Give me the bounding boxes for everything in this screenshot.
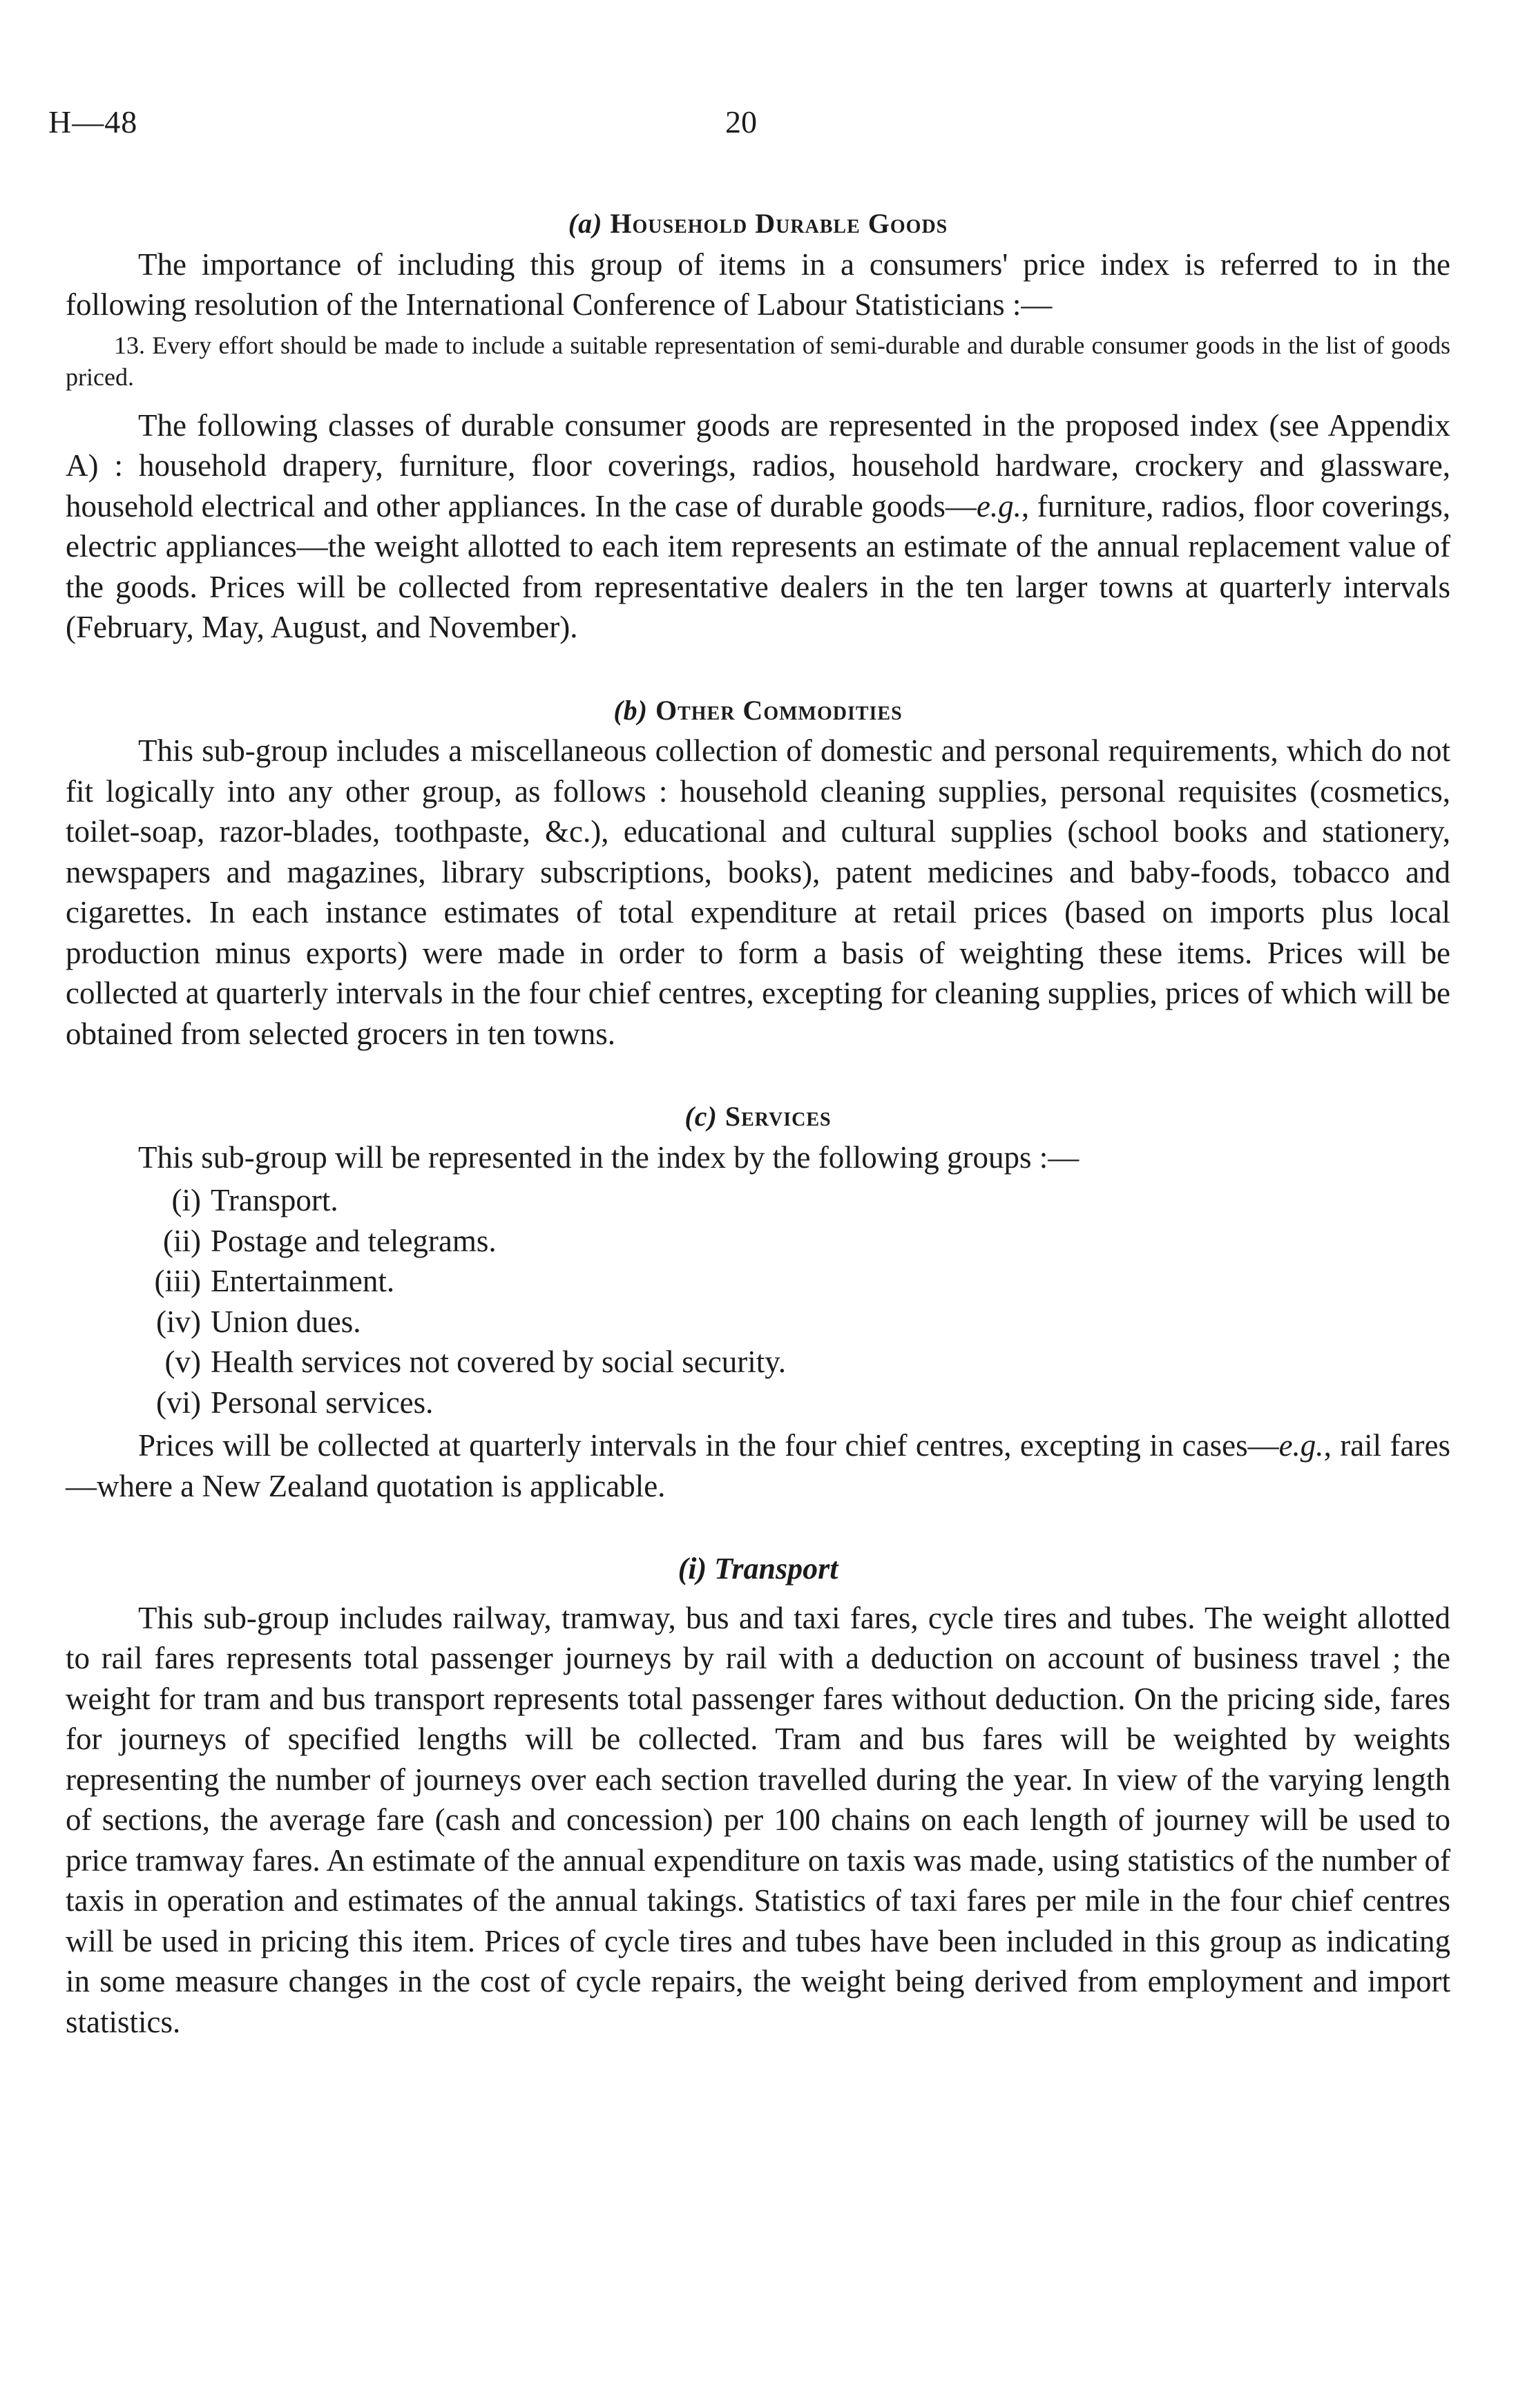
- section-label: (b): [613, 694, 648, 726]
- document-code: H—48: [48, 104, 138, 139]
- section-title: Services: [725, 1101, 832, 1132]
- list-item: [66, 1342, 1450, 1383]
- list-item-text: Postage and telegrams.: [211, 1223, 497, 1258]
- section-title: Other Commodities: [655, 694, 903, 726]
- paragraph-other-commodities: This sub-group includes a miscellaneous collection of domestic and personal requirements, which do not fit logically into any other group, as follows : household cleaning supplies, personal requisites (cosmetics, toilet-soap, razor-blades, toothpaste, &c.), educational and cultural supplies (school books and stationery, newspapers and magazines, library subscriptions, books), patent medicines and baby-foods, tobacco and cigarettes. In each instance estimates of total expenditure at retail prices (based on imports plus local production minus exports) were made in order to form a basis of weighting these items. Prices will be collected at quarterly intervals in the four chief centres, excepting for cleaning supplies, prices of which will be obtained from selected grocers in ten towns.: [66, 733, 1450, 1051]
- text-segment: Prices will be collected at quarterly intervals in the four chief centres, excepting in cases—: [138, 1428, 1279, 1463]
- text-segment: The following classes of durable consumer goods are represented in the proposed index (see Appendix A) : household drapery, furniture, floor coverings, radios, household hardware, crockery and glassware, household electrical and other appliances. In the case of durable goods—: [66, 407, 1450, 523]
- paragraph-services-closing: [66, 1425, 1450, 1506]
- list-item-number: (ii): [163, 1223, 201, 1258]
- section-heading-services: [66, 1097, 1450, 1137]
- quoted-resolution: 13. Every effort should be made to include a suitable representation of semi-durable and durable consumer goods in the list of goods priced.: [66, 331, 1450, 391]
- section-label: (c): [684, 1101, 718, 1132]
- page-number: 20: [725, 104, 757, 139]
- eg-abbreviation: e.g.: [976, 488, 1021, 523]
- paragraph-services-intro: This sub-group will be represented in the index by the following groups :—: [138, 1139, 1080, 1175]
- list-item-number: (iv): [156, 1304, 201, 1339]
- paragraph-household-intro: The importance of including this group of items in a consumers' price index is referred to in the following resolution of the International Conference of Labour Statisticians :—: [66, 247, 1450, 322]
- list-item: [66, 1383, 1450, 1423]
- eg-abbreviation: e.g.: [1278, 1428, 1324, 1463]
- list-item: [66, 1302, 1450, 1342]
- list-item-number: (v): [164, 1345, 201, 1379]
- list-item-number: (i): [171, 1183, 201, 1217]
- list-item-number: (vi): [156, 1385, 201, 1420]
- section-heading-household-durable-goods: [66, 204, 1450, 244]
- services-list: [66, 1180, 1450, 1423]
- subsection-title: Transport: [714, 1552, 838, 1586]
- section-label: (a): [568, 208, 603, 239]
- list-item: [66, 1261, 1450, 1302]
- list-item-text: Transport.: [211, 1183, 338, 1217]
- running-header: [48, 104, 1468, 152]
- list-item: [66, 1221, 1450, 1262]
- text-segment: , rail fares—where a New Zealand quotation is applicable.: [66, 1428, 1450, 1503]
- section-heading-other-commodities: [66, 691, 1450, 731]
- list-item-text: Health services not covered by social security.: [211, 1345, 787, 1379]
- list-item: [66, 1180, 1450, 1221]
- subsection-heading-transport: [66, 1549, 1450, 1590]
- list-item-text: Union dues.: [211, 1304, 361, 1339]
- section-title: Household Durable Goods: [610, 208, 948, 239]
- paragraph-transport: This sub-group includes railway, tramway, bus and taxi fares, cycle tires and tubes. The weight allotted to rail fares represents total passenger journeys by rail with a deduction on account of business travel ; the weight for tram and bus transport represents total passenger fares without deduction. On the pricing side, fares for journeys of specified lengths will be collected. Tram and bus fares will be weighted by weights representing the number of journeys over each section travelled during the year. In view of the varying length of sections, the average fare (cash and concession) per 100 chains on each length of journey will be used to price tramway fares. An estimate of the annual expenditure on taxis was made, using statistics of the number of taxis in operation and estimates of the annual takings. Statistics of taxi fares per mile in the four chief centres will be used in pricing this item. Prices of cycle tires and tubes have been included in this group as indicating in some measure changes in the cost of cycle repairs, the weight being derived from employment and import statistics.: [66, 1600, 1450, 2039]
- text-segment: , furniture, radios, floor coverings, electric appliances—the weight allotted to each item represents an estimate of the annual replacement value of the goods. Prices will be collected from representative dealers in the ten larger towns at quarterly intervals (February, May, August, and November).: [66, 488, 1450, 644]
- list-item-text: Personal services.: [211, 1385, 434, 1420]
- list-item-text: Entertainment.: [211, 1264, 395, 1298]
- list-item-number: (iii): [154, 1264, 201, 1298]
- subsection-label: (i): [678, 1552, 707, 1586]
- body-text: [66, 204, 1450, 2042]
- paragraph-household-classes: [66, 405, 1450, 648]
